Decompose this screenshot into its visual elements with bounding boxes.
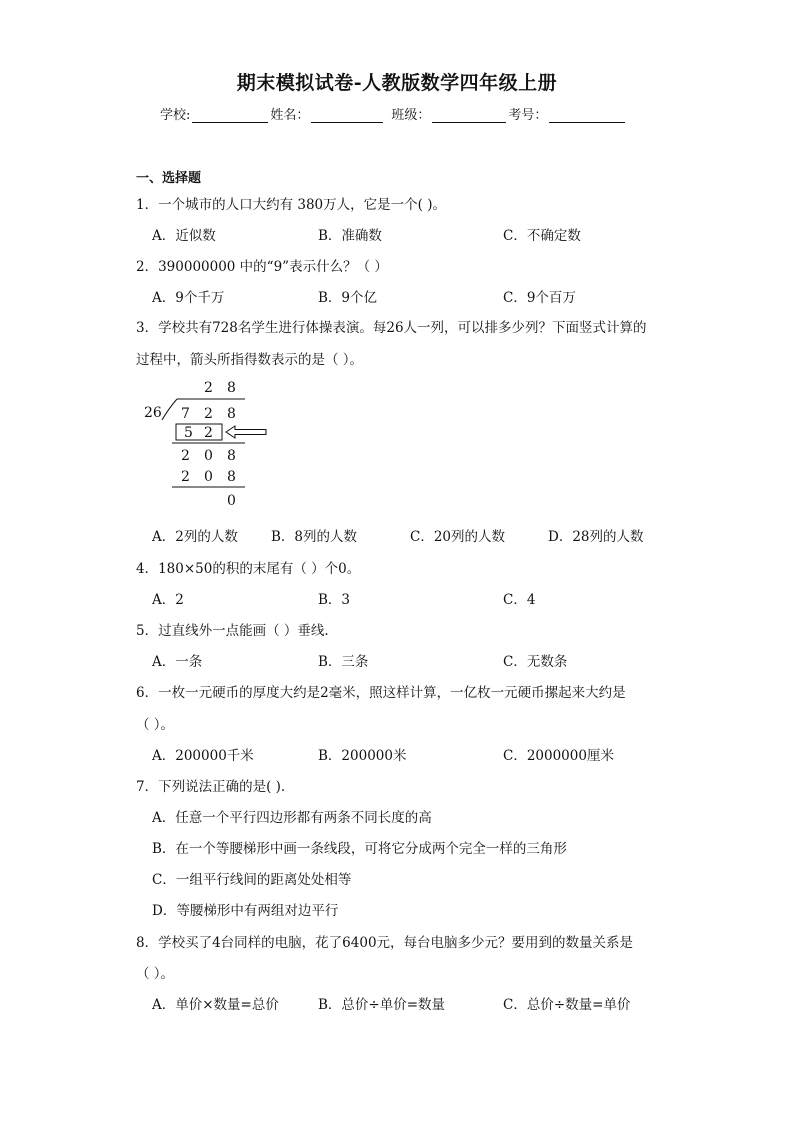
question-4: 4．180×50的积的末尾有（ ）个0。 [136,561,361,577]
school-blank[interactable] [192,108,268,123]
q3-option-a[interactable]: A．2列的人数 [152,529,238,545]
partial-product-digit: 2 [204,425,213,441]
partial-product-digit: 5 [184,425,193,441]
question-1: 1．一个城市的人口大约有 380万人，它是一个( )。 [136,197,446,213]
long-division-diagram [140,372,280,512]
name-blank[interactable] [311,108,383,123]
dividend-digit: 7 [181,406,190,422]
quotient-digit: 8 [227,380,236,396]
number-blank[interactable] [549,108,625,123]
q7-option-c[interactable]: C．一组平行线间的距离处处相等 [152,872,352,888]
question-6: 6．一枚一元硬币的厚度大约是2毫米，照这样计算，一亿枚一元硬币摞起来大约是 [136,685,626,701]
partial-product-digit: 8 [227,469,236,485]
remainder-digit: 2 [181,448,190,464]
division-bracket [162,399,177,420]
question-3-continued: 过程中，箭头所指得数表示的是（ ）。 [136,352,364,368]
q5-option-c[interactable]: C．无数条 [503,654,568,670]
q1-option-b[interactable]: B．准确数 [318,228,382,244]
q6-option-a[interactable]: A．200000千米 [152,748,254,764]
divisor: 26 [144,405,162,421]
q1-option-a[interactable]: A．近似数 [152,228,216,244]
school-label: 学校: [160,108,191,123]
pointer-arrow-icon [226,426,266,438]
q6-option-c[interactable]: C．2000000厘米 [503,748,614,764]
student-info-line [160,104,627,123]
question-5: 5．过直线外一点能画（ ）垂线. [136,623,329,639]
remainder-digit: 0 [204,448,213,464]
q4-option-a[interactable]: A．2 [152,592,184,608]
q1-option-c[interactable]: C．不确定数 [503,228,581,244]
number-label: 考号： [508,108,548,123]
class-label: 班级： [391,108,431,123]
quotient-digit: 2 [204,380,213,396]
q5-option-a[interactable]: A．一条 [152,654,203,670]
q8-option-a[interactable]: A．单价×数量=总价 [152,997,279,1013]
question-8-continued: （ ）。 [136,966,175,982]
q6-option-b[interactable]: B．200000米 [318,748,407,764]
dividend-digit: 8 [227,406,236,422]
q8-option-b[interactable]: B．总价÷单价=数量 [318,997,446,1013]
question-6-continued: （ ）。 [136,717,175,733]
class-blank[interactable] [432,108,506,123]
q4-option-b[interactable]: B．3 [318,592,351,608]
q5-option-b[interactable]: B．三条 [318,654,369,670]
q8-option-c[interactable]: C．总价÷数量=单价 [503,997,631,1013]
exam-title: 期末模拟试卷-人教版数学四年级上册 [236,72,558,94]
dividend-digit: 2 [204,406,213,422]
q3-option-c[interactable]: C．20列的人数 [410,529,506,545]
q7-option-d[interactable]: D．等腰梯形中有两组对边平行 [152,903,339,919]
question-8: 8．学校买了4台同样的电脑，花了6400元，每台电脑多少元？要用到的数量关系是 [136,935,634,951]
q7-option-a[interactable]: A．任意一个平行四边形都有两条不同长度的高 [152,810,432,826]
q2-option-a[interactable]: A．9个千万 [152,290,225,306]
remainder-digit: 8 [227,448,236,464]
final-remainder: 0 [227,493,236,509]
partial-product-digit: 2 [181,469,190,485]
q3-option-b[interactable]: B．8列的人数 [271,529,358,545]
q3-option-d[interactable]: D．28列的人数 [548,529,644,545]
q4-option-c[interactable]: C．4 [503,592,536,608]
question-7: 7．下列说法正确的是( ). [136,779,286,795]
name-label: 姓名： [270,108,310,123]
q2-option-b[interactable]: B．9个亿 [318,290,378,306]
section-heading: 一、选择题 [136,171,202,186]
q2-option-c[interactable]: C．9个百万 [503,290,576,306]
question-3: 3．学校共有728名学生进行体操表演。每26人一列，可以排多少列？下面竖式计算的 [136,320,647,336]
partial-product-digit: 0 [204,469,213,485]
question-2: 2．390000000 中的“9”表示什么？（ ） [136,259,388,275]
highlight-box [176,424,222,440]
q7-option-b[interactable]: B．在一个等腰梯形中画一条线段，可将它分成两个完全一样的三角形 [152,841,567,857]
